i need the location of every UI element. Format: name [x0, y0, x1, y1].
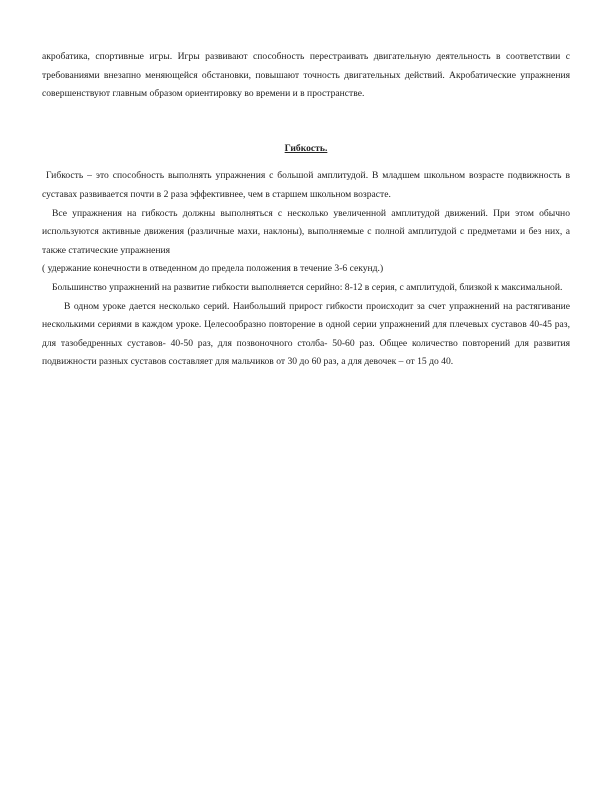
- document-body: [42, 48, 570, 372]
- paragraph-series: Большинство упражнений на развитие гибкости выполняется серийно: 8-12 в серия, с амплитудой, близкой к максимальной.: [52, 281, 563, 293]
- paragraph-amplitude: Все упражнения на гибкость должны выполняться с несколько увеличенной амплитудой движений. При этом обычно используются активные движения (различные махи, наклоны), выполняемые с полной амплитудой с предметами и без них, а также статические упражнения: [42, 207, 570, 256]
- paragraph-static-note: ( удержание конечности в отведенном до предела положения в течение 3-6 секунд.): [42, 263, 384, 275]
- section-title: Гибкость.: [284, 142, 328, 154]
- intro-paragraph: акробатика, спортивные игры. Игры развивают способность перестраивать двигательную деятельность в соответствии с требованиями внезапно меняющейся обстановки, повышают точность двигательных действий. Акробатические упражнения совершенствуют главным образом ориентировку во времени и в пространстве.: [42, 51, 570, 100]
- section-spacer: [42, 104, 570, 140]
- paragraph-definition: Гибкость – это способность выполнять упражнения с большой амплитудой. В младшем школьном возрасте подвижность в суставах развивается почти в 2 раза эффективнее, чем в старшем школьном возрасте.: [42, 170, 570, 200]
- paragraph-repetitions: В одном уроке дается несколько серий. Наибольший прирост гибкости происходит за счет упражнений на растягивание несколькими сериями в каждом уроке. Целесообразно повторение в одной серии упражнений для плечевых суставов 40-45 раз, для тазобедренных суставов- 40-50 раз, для позвоночного столба- 50-60 раз. Общее количество повторений для развития подвижности разных суставов составляет для мальчиков от 30 до 60 раз, а для девочек – от 15 до 40.: [42, 300, 570, 368]
